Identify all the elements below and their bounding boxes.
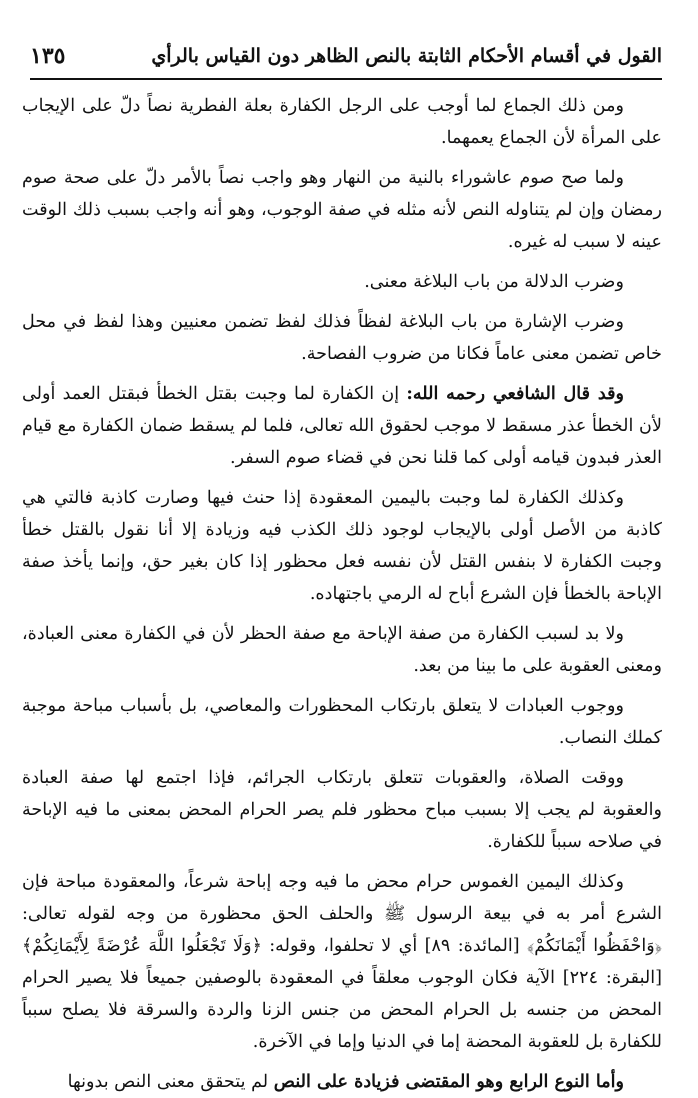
paragraph-text: وكذلك اليمين الغموس حرام محض ما فيه وجه إباحة شرعاً، والمعقودة مباحة فإن الشرع أمر به في بيعة الرسول ﷺ والحلف الحق محظورة من وجه لقوله تعالى: ﴿وَاحْفَظُوا أَيْمَانَكُمْ﴾ [المائدة: ٨٩] أي لا تحلفوا، وقوله: ﴿وَلَا تَجْعَلُوا اللَّهَ عُرْضَةً لِأَيْمَانِكُمْ﴾ [البقرة: ٢٢٤] الآية فكان الوجوب معلقاً في المعقودة بالوصفين جميعاً فلا يصير الحرام المحض من جنسه بل الحرام المحض من جنس الزنا والردة والسرقة فلا يصلح سبباً للكفارة بل للعقوبة المحضة إما في الدنيا وإما في الآخرة. xyxy=(22,872,662,1052)
paragraph-text: ووجوب العبادات لا يتعلق بارتكاب المحظورات والمعاصي، بل بأسباب مباحة موجبة كملك النصاب. xyxy=(22,696,662,748)
paragraph-text: وكذلك الكفارة لما وجبت باليمين المعقودة إذا حنث فيها وصارت كاذبة فالتي هي كاذبة من الأصل أولى بالإيجاب لوجود ذلك الكذب فيه وزيادة إلا أنا نقول بالقتل خطأ وجبت الكفارة لا بنفس القتل لأن نفسه فعل محظور إذا كان بغير حق، وإنما يأخذ صفة الإباحة بالخطأ فإن الشرع أباح له الرمي باجتهاده. xyxy=(22,488,662,604)
paragraph-lead: وقد قال الشافعي رحمه الله: xyxy=(406,383,624,404)
paragraph-text: لم يتحقق معنى النص بدونها xyxy=(67,1072,274,1092)
paragraph-text: ووقت الصلاة، والعقوبات تتعلق بارتكاب الجرائم، فإذا اجتمع لها صفة العبادة والعقوبة لم يجب إلا بسبب مباح محظور فلم يصر الحرام المحض بمعنى ما فيه الإباحة في صلاحه سبباً للكفارة. xyxy=(22,768,662,852)
page-body xyxy=(22,90,662,1098)
paragraph-5 xyxy=(22,378,662,474)
paragraph-text: ولا بد لسبب الكفارة من صفة الإباحة مع صفة الحظر لأن في الكفارة معنى العبادة، ومعنى العقوبة على ما بينا من بعد. xyxy=(22,624,662,676)
paragraph-text: إن الكفارة لما وجبت بقتل الخطأ فبقتل العمد أولى لأن الخطأ عذر مسقط لا موجب لحقوق الله تعالى، فلما لم يسقط ضمان الكفارة مع قيام العذر فبدون قيامه أولى كما قلنا نحن في قضاء صوم السفر. xyxy=(22,384,662,468)
paragraph-4 xyxy=(22,306,662,370)
running-title: القول في أقسام الأحكام الثابتة بالنص الظاهر دون القياس بالرأي xyxy=(151,45,662,67)
paragraph-text: وضرب الدلالة من باب البلاغة معنى. xyxy=(364,272,624,292)
paragraph-text: ومن ذلك الجماع لما أوجب على الرجل الكفارة بعلة الفطرية نصاً دلّ على الإيجاب على المرأة لأن الجماع يعمهما. xyxy=(22,96,662,148)
paragraph-10 xyxy=(22,866,662,1058)
paragraph-9 xyxy=(22,762,662,858)
paragraph-11 xyxy=(22,1066,662,1098)
paragraph-6 xyxy=(22,482,662,610)
paragraph-2 xyxy=(22,162,662,258)
paragraph-lead: وأما النوع الرابع وهو المقتضى فزيادة على النص xyxy=(273,1071,624,1092)
paragraph-7 xyxy=(22,618,662,682)
page-header xyxy=(30,34,662,80)
paragraph-text: وضرب الإشارة من باب البلاغة لفظاً فذلك لفظ تضمن معنيين وهذا لفظ في محل خاص تضمن معنى عاماً فكانا من ضروب الفصاحة. xyxy=(22,312,662,364)
page-number: ١٣٥ xyxy=(30,43,66,69)
paragraph-1 xyxy=(22,90,662,154)
paragraph-8 xyxy=(22,690,662,754)
paragraph-3 xyxy=(22,266,662,298)
paragraph-text: ولما صح صوم عاشوراء بالنية من النهار وهو واجب نصاً بالأمر دلّ على صحة صوم رمضان وإن لم يتناوله النص لأنه مثله في صفة الوجوب، وهو أنه واجب بسبب ذلك الوقت عينه لا سبب له غيره. xyxy=(22,168,662,252)
